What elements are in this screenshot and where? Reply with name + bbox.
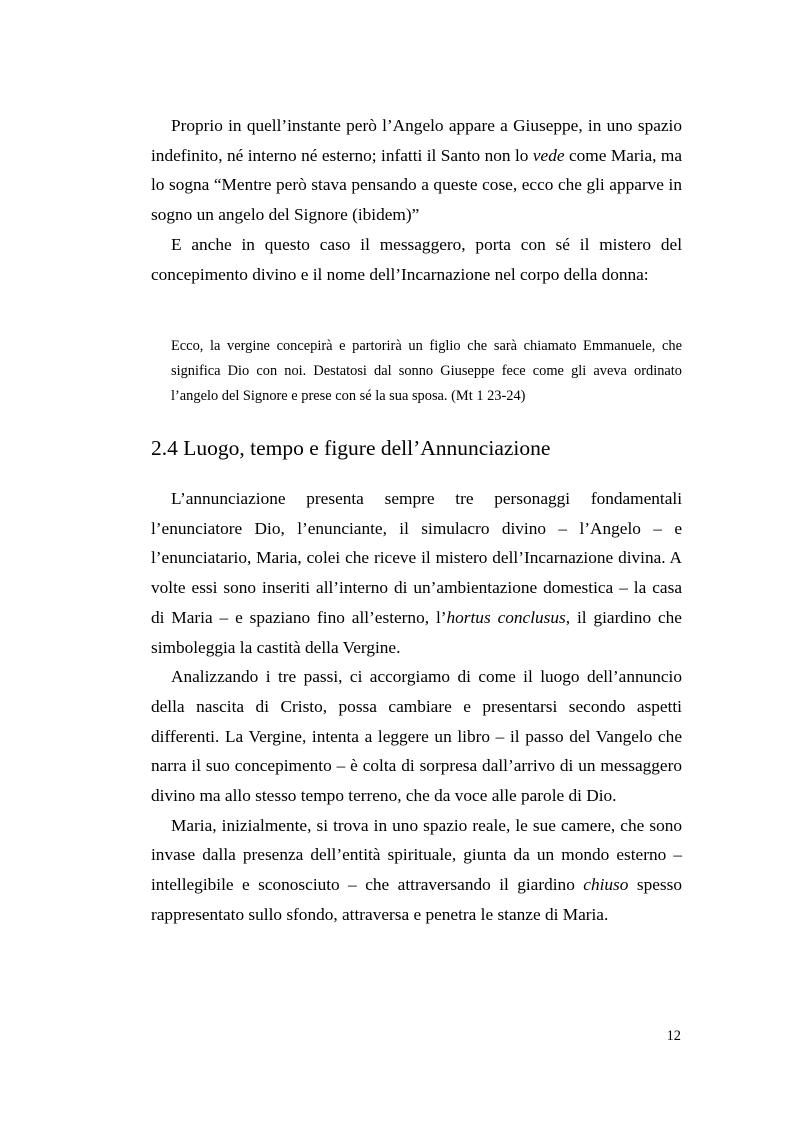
paragraph-text: Analizzando i tre passi, ci accorgiamo di come il luogo dell’annuncio della nascita di Cristo, possa cambiare e presentarsi secondo aspetti differenti. La Vergine, intenta a leggere un libro – il passo del Vangelo che narra il suo concepimento – è colta di sorpresa dall’arrivo di un messaggero divino ma allo stesso tempo terreno, che da voce alle parole di Dio. bbox=[151, 667, 682, 806]
paragraph-text: Maria, inizialmente, si trova in uno spazio reale, le sue camere, che sono invase dalla presenza dell’entità spirituale, giunta da un mondo esterno – intellegibile e sconosciuto – che attraversando il giardino bbox=[151, 815, 682, 895]
paragraph bbox=[151, 230, 682, 289]
paragraph bbox=[151, 484, 682, 662]
paragraph bbox=[151, 111, 682, 230]
body-text-bottom bbox=[151, 484, 682, 930]
paragraph-text: , il giardino che simboleggia la castità della Vergine. bbox=[151, 607, 682, 657]
paragraph-text: E anche in questo caso il messaggero, porta con sé il mistero del concepimento divino e il nome dell’Incarnazione nel corpo della donna: bbox=[151, 234, 682, 284]
paragraph-text: spesso rappresentato sullo sfondo, attraversa e penetra le stanze di Maria. bbox=[151, 875, 682, 924]
italic-term: chiuso bbox=[583, 875, 629, 895]
paragraph-text: come Maria, ma lo sogna “Mentre però stava pensando a queste cose, ecco che gli apparve in sogno un angelo del Signore (ibidem)” bbox=[151, 145, 682, 225]
italic-word: vede bbox=[532, 145, 565, 165]
paragraph bbox=[151, 811, 682, 930]
paragraph bbox=[151, 662, 682, 811]
section-heading: 2.4 Luogo, tempo e figure dell’Annunciazione bbox=[151, 436, 551, 460]
italic-term: hortus conclusus bbox=[446, 607, 566, 627]
paragraph-text: Proprio in quell’instante però l’Angelo appare a Giuseppe, in uno spazio indefinito, né interno né esterno; infatti il Santo non lo bbox=[151, 116, 682, 165]
body-text-top bbox=[151, 111, 682, 289]
page-number: 12 bbox=[666, 1028, 681, 1044]
paragraph-text: L’annunciazione presenta sempre tre personaggi fondamentali l’enunciatore Dio, l’enunciante, il simulacro divino – l’Angelo – e l’enunciatario, Maria, colei che riceve il mistero dell’Incarnazione divina. A volte essi sono inseriti all’interno di un’ambientazione domestica – la casa di Maria – e spaziano fino all’esterno, l’ bbox=[151, 489, 682, 627]
block-quote: Ecco, la vergine concepirà e partorirà un figlio che sarà chiamato Emmanuele, che significa Dio con noi. Destatosi dal sonno Giuseppe fece come gli aveva ordinato l’angelo del Signore e prese con sé la sua sposa. (Mt 1 23-24) bbox=[171, 338, 682, 405]
